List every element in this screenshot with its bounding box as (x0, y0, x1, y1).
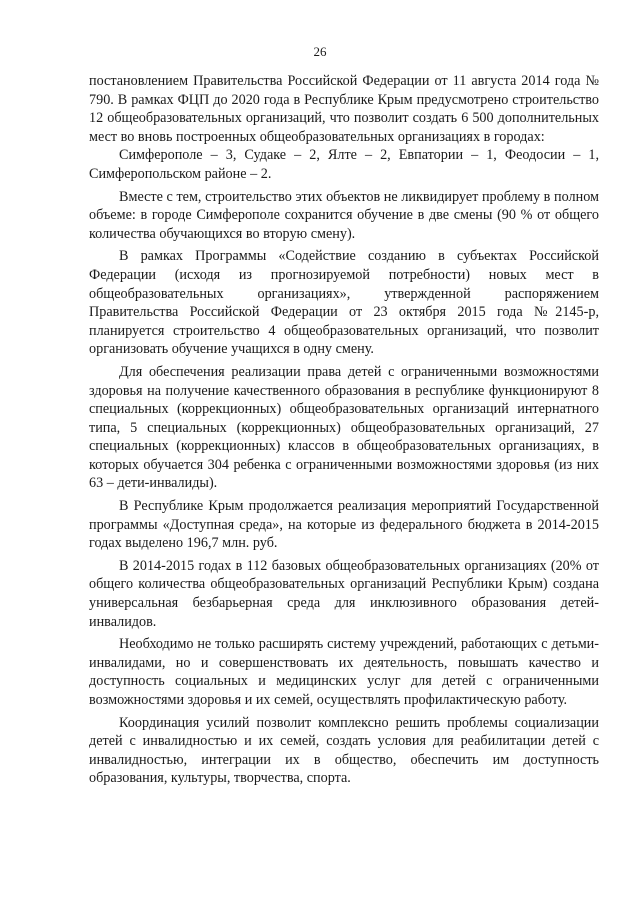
paragraph-program: В рамках Программы «Содействие созданию в субъектах Российской Федерации (исходя из прогнозируемой потребности) новых мест в общеобразовательных организациях», утвержденной распоряжением Правительства Российской Федерации от 23 октября 2015 года №2145-р, планируется строительство 4 общеобразовательных организаций, что позволит организовать обучение учащихся в одну смену. (89, 248, 599, 358)
paragraph-two-shifts: Вместе с тем, строительство этих объектов не ликвидирует проблему в полном объеме: в городе Симферополе сохранится обучение в две смены (90 % от общего количества обучающихся во вторую смену). (89, 188, 599, 242)
paragraph-barrier-free: В 2014-2015 годах в 112 базовых общеобразовательных организациях (20% от общего количества общеобразовательных организаций Республики Крым) создана универсальная безбарьерная среда для инклюзивного образования детей-инвалидов. (89, 557, 599, 630)
paragraph-continuation: постановлением Правительства Российской Федерации от 11 августа 2014 года № 790. В рамках ФЦП до 2020 года в Республике Крым предусмотрено строительство 12 общеобразовательных организаций, что позволит создать 6 500 дополнительных мест во вновь построенных общеобразовательных организациях в городах: (89, 73, 599, 145)
paragraph-expand-system: Необходимо не только расширять систему учреждений, работающих с детьми-инвалидами, но и совершенствовать их деятельность, повышать качество и доступность социальных и медицинских услуг для детей с ограниченными возможностями здоровья и их семей, осуществлять профилактическую работу. (89, 636, 599, 708)
page-number: 26 (313, 44, 327, 59)
paragraph-coordination: Координация усилий позволит комплексно решить проблемы социализации детей с инвалидностью и их семей, создать условия для реабилитации детей с инвалидностью, интеграции их в общество, обеспечить им доступность образования, культуры, творчества, спорта. (89, 714, 599, 787)
document-body (89, 72, 599, 788)
paragraph-accessible-environment: В Республике Крым продолжается реализация мероприятий Государственной программы «Доступная среда», на которые из федерального бюджета в 2014-2015 годах выделено 196,7 млн. руб. (89, 498, 599, 552)
paragraph-special-education: Для обеспечения реализации права детей с ограниченными возможностями здоровья на получение качественного образования в республике функционируют 8 специальных (коррекционных) общеобразовательных организаций интернатного типа, 5 специальных (коррекционных) общеобразовательных организаций, 27 специальных (коррекционных) классов в общеобразовательных организациях, в которых обучается 304 ребенка с ограниченными возможностями здоровья (из них 63 – дети-инвалиды). (89, 363, 599, 492)
paragraph-cities-list: Симферополе – 3, Судаке – 2, Ялте – 2, Евпатории – 1, Феодосии – 1, Симферопольском районе – 2. (89, 147, 599, 182)
